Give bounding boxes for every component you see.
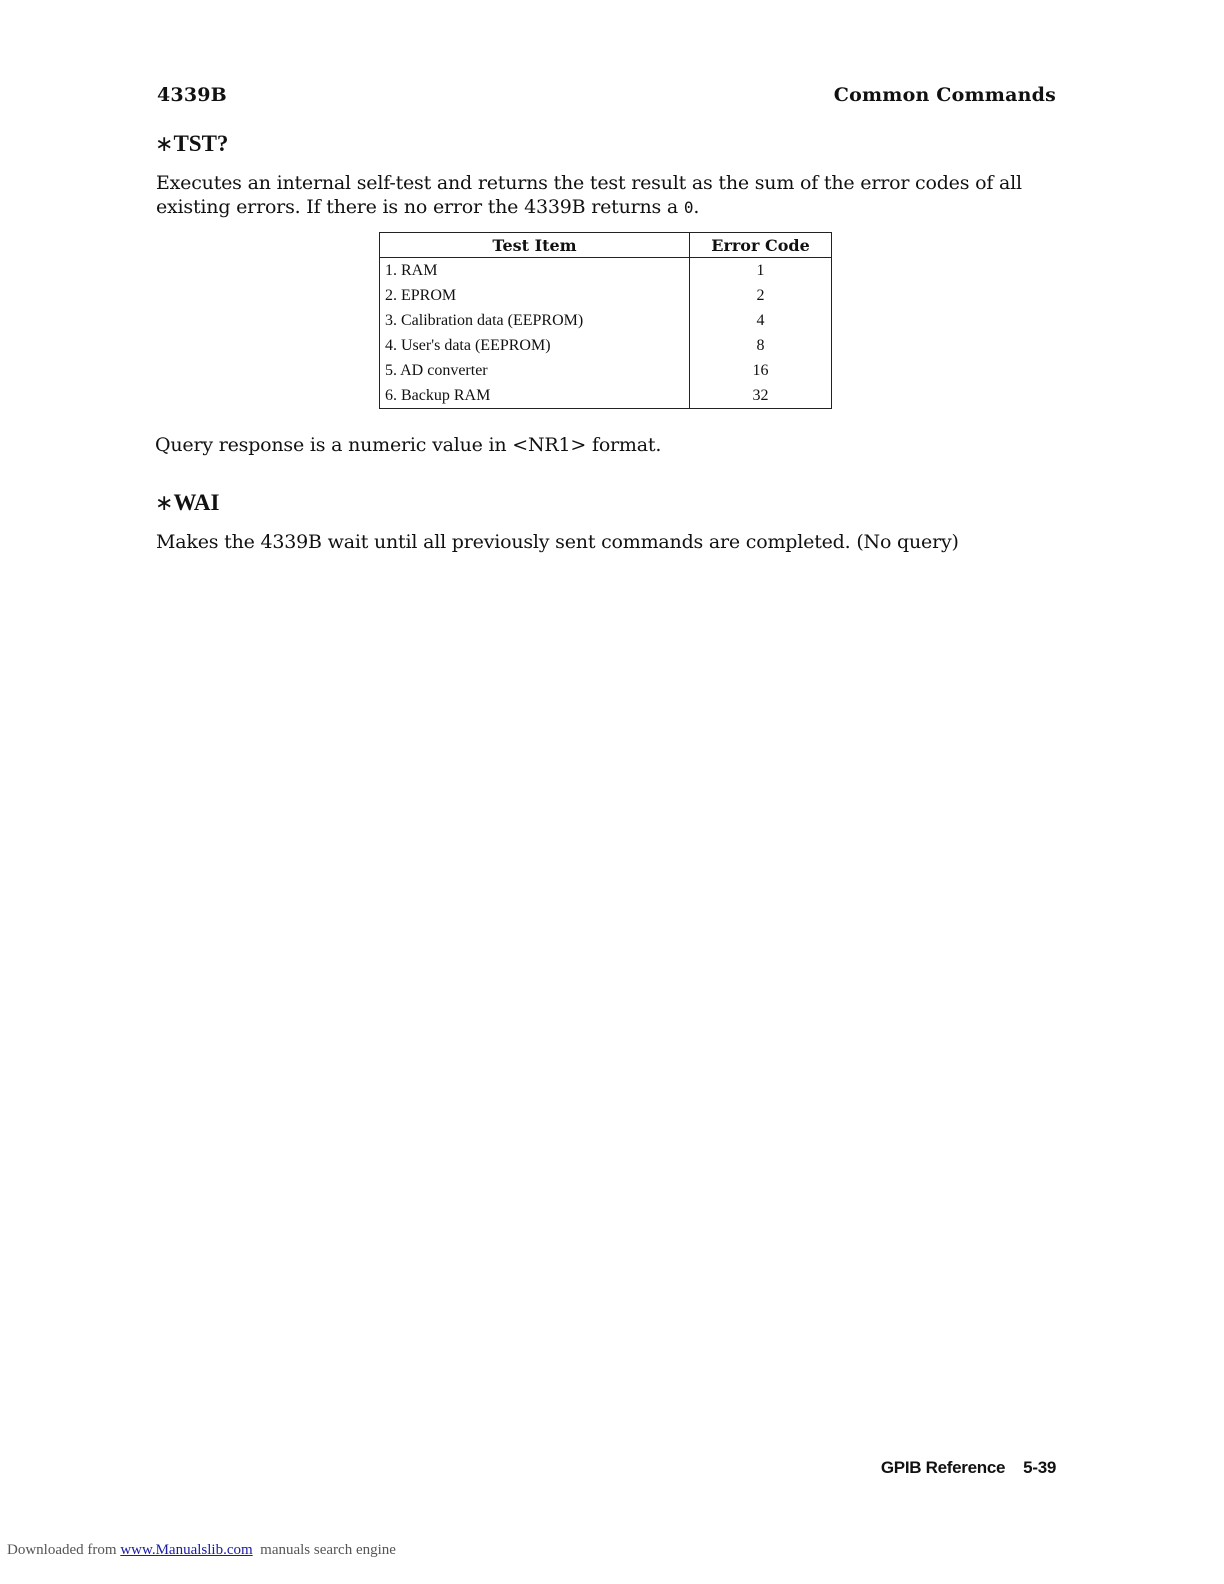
page-footer: [881, 1458, 1056, 1478]
tst-desc-text: Executes an internal self-test and returns the test result as the sum of the error codes of all existing errors. If there is no error the 4339B returns a: [156, 172, 1022, 218]
error-code-cell: 16: [752, 361, 769, 379]
table-row: [380, 383, 832, 409]
tst-description: [156, 171, 1036, 220]
wai-star: ∗: [155, 490, 174, 515]
col-header-error-code: Error Code: [690, 233, 832, 258]
tst-desc-end: .: [693, 196, 700, 218]
header-model: 4339B: [157, 84, 227, 106]
error-code-table: [379, 232, 832, 409]
test-item-cell: 6. Backup RAM: [380, 383, 690, 409]
table-row: [380, 308, 832, 333]
download-notice: [7, 1542, 396, 1559]
download-prefix: Downloaded from: [7, 1542, 121, 1558]
error-code-cell: 4: [756, 311, 765, 329]
footer-section: GPIB Reference: [880, 1458, 1006, 1477]
error-code-cell: 2: [756, 286, 765, 304]
page-number: 5-39: [1023, 1458, 1056, 1477]
test-item-cell: 2. EPROM: [380, 283, 690, 308]
tst-title: TST?: [173, 131, 229, 156]
tst-query-response: Query response is a numeric value in <NR1> format.: [155, 434, 662, 456]
tst-star: ∗: [155, 131, 174, 156]
header-section: Common Commands: [833, 84, 1056, 106]
error-code-cell: 1: [756, 261, 765, 279]
test-item-cell: 5. AD converter: [380, 358, 690, 383]
tst-heading: [155, 131, 228, 157]
tst-desc-code: 0: [683, 198, 694, 217]
table-row: [380, 358, 832, 383]
table-row: [380, 258, 832, 284]
error-code-cell: 8: [756, 336, 765, 354]
download-suffix: manuals search engine: [252, 1542, 396, 1558]
test-item-cell: 3. Calibration data (EEPROM): [380, 308, 690, 333]
table-header-row: [380, 233, 832, 258]
test-item-cell: 1. RAM: [380, 258, 690, 284]
test-item-cell: 4. User's data (EEPROM): [380, 333, 690, 358]
table-row: [380, 333, 832, 358]
wai-title: WAI: [173, 490, 220, 515]
error-code-cell: 32: [752, 386, 769, 404]
manualslib-link[interactable]: www.Manualslib.com: [120, 1542, 253, 1558]
col-header-test-item: Test Item: [380, 233, 690, 258]
table-row: [380, 283, 832, 308]
wai-heading: [155, 490, 219, 516]
wai-description: Makes the 4339B wait until all previously sent commands are completed. (No query): [156, 531, 959, 553]
